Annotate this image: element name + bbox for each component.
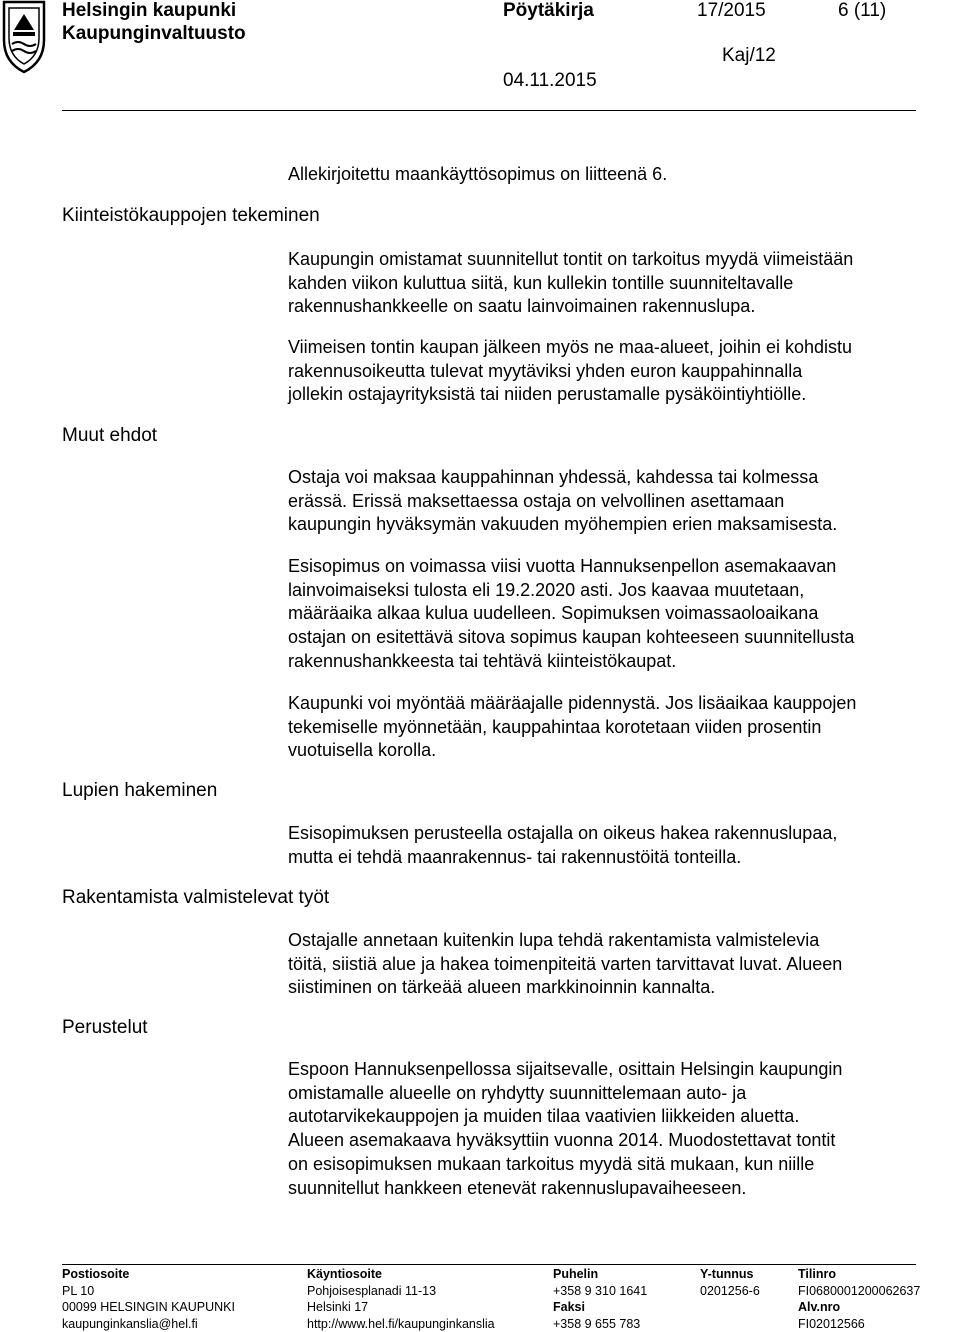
paragraph-payment: Ostaja voi maksaa kauppahinnan yhdessä, kahdessa tai kolmessa erässä. Erissä maksettaessa ostaja on velvollinen asettamaan kaupungin hyväksymän vakuuden myöhempien erien maksamisesta. xyxy=(288,467,838,535)
paragraph-plot-sales: Kaupungin omistamat suunnitellut tontit on tarkoitus myydä viimeistään kahden viikon kuluttua siitä, kun kullekin tontille suunniteltavalle rakennushankkeelle on saatu lainvoimainen rakennuslupa. xyxy=(288,249,854,317)
paragraph-extension: Kaupunki voi myöntää määräajalle pidennystä. Jos lisäaikaa kauppojen tekemiselle myönnetään, kauppahintaa korotetaan viiden prosentin vuotuisella korolla. xyxy=(288,693,857,761)
section-label-kiinteistokauppojen: Kiinteistökauppojen tekeminen xyxy=(62,205,320,226)
body-name: Kaupunginvaltuusto xyxy=(62,23,246,44)
paragraph-preparatory-works: Ostajalle annetaan kuitenkin lupa tehdä rakentamista valmistelevia töitä, siistiä alue ja hakea toimenpiteitä varten tarvittavat luvat. Alueen siistiminen on tärkeää alueen markkinoinnin kannalta. xyxy=(288,930,843,998)
header-rule xyxy=(62,110,916,111)
footer-business-id: Y-tunnus 0201256-6 xyxy=(700,1267,760,1298)
section-label-perustelut: Perustelut xyxy=(62,1017,148,1038)
footer-phone-fax: Puhelin +358 9 310 1641 Faksi +358 9 655 783 xyxy=(553,1267,648,1331)
helsinki-crest-logo xyxy=(0,0,48,74)
paragraph-attachment: Allekirjoitettu maankäyttösopimus on liitteenä 6. xyxy=(288,164,668,184)
section-label-rakentamista: Rakentamista valmistelevat työt xyxy=(62,887,330,908)
item-number: Kaj/12 xyxy=(722,45,776,66)
doc-number: 17/2015 xyxy=(697,0,766,21)
footer-visiting-address: Käyntiosoite Pohjoisesplanadi 11-13 Helsinki 17 http://www.hel.fi/kaupunginkanslia xyxy=(307,1267,495,1331)
page-number: 6 (11) xyxy=(838,0,887,21)
paragraph-validity: Esisopimus on voimassa viisi vuotta Hannuksenpellon asemakaavan lainvoimaiseksi tulosta eli 19.2.2020 asti. Jos kaavaa muutetaan, määräaika alkaa kulua uudelleen. Sopimuksen voimassaoloaikana ostajan on esitettävä sitova sopimus kaupan kohteeseen suunnitellusta rakennushankkeesta tai tehtävä kiinteistökaupat. xyxy=(288,556,855,671)
doc-type: Pöytäkirja xyxy=(503,0,594,21)
section-label-muut-ehdot: Muut ehdot xyxy=(62,425,158,446)
footer-postal-address: Postiosoite PL 10 00099 HELSINGIN KAUPUNKI kaupunginkanslia@hel.fi xyxy=(62,1267,235,1331)
section-label-lupien-hakeminen: Lupien hakeminen xyxy=(62,780,218,801)
paragraph-remaining-areas: Viimeisen tontin kaupan jälkeen myös ne maa-alueet, joihin ei kohdistu rakennusoikeutta tulevat myytäviksi yhden euron kauppahinnalla jollekin ostajayrityksistä tai niiden perustamalle pysäköintiyhtiölle. xyxy=(288,337,853,405)
footer-rule xyxy=(62,1264,916,1265)
paragraph-building-permit: Esisopimuksen perusteella ostajalla on oikeus hakea rakennuslupaa, mutta ei tehdä maanrakennus- tai rakennustöitä tonteilla. xyxy=(288,823,838,867)
org-name: Helsingin kaupunki xyxy=(62,0,237,21)
paragraph-rationale: Espoon Hannuksenpellossa sijaitsevalle, osittain Helsingin kaupungin omistamalle alueelle on ryhdytty suunnittelemaan auto- ja autotarvikekauppojen ja muiden tilaa vaativien liikkeiden aluetta. Alueen asemakaava hyväksyttiin vuonna 2014. Muodostettavat tontit on esisopimuksen mukaan tarkoitus myydä sitä mukaan, kun niille suunnitellut hankkeen etenevät rakennuslupavaiheeseen. xyxy=(288,1059,843,1198)
footer-account-vat: Tilinro FI0680001200062637 Alv.nro FI02012566 xyxy=(798,1267,921,1331)
footer-email[interactable]: kaupunginkanslia@hel.fi xyxy=(62,1316,198,1331)
meeting-date: 04.11.2015 xyxy=(503,70,597,91)
footer-website-link[interactable]: http://www.hel.fi/kaupunginkanslia xyxy=(307,1316,495,1331)
